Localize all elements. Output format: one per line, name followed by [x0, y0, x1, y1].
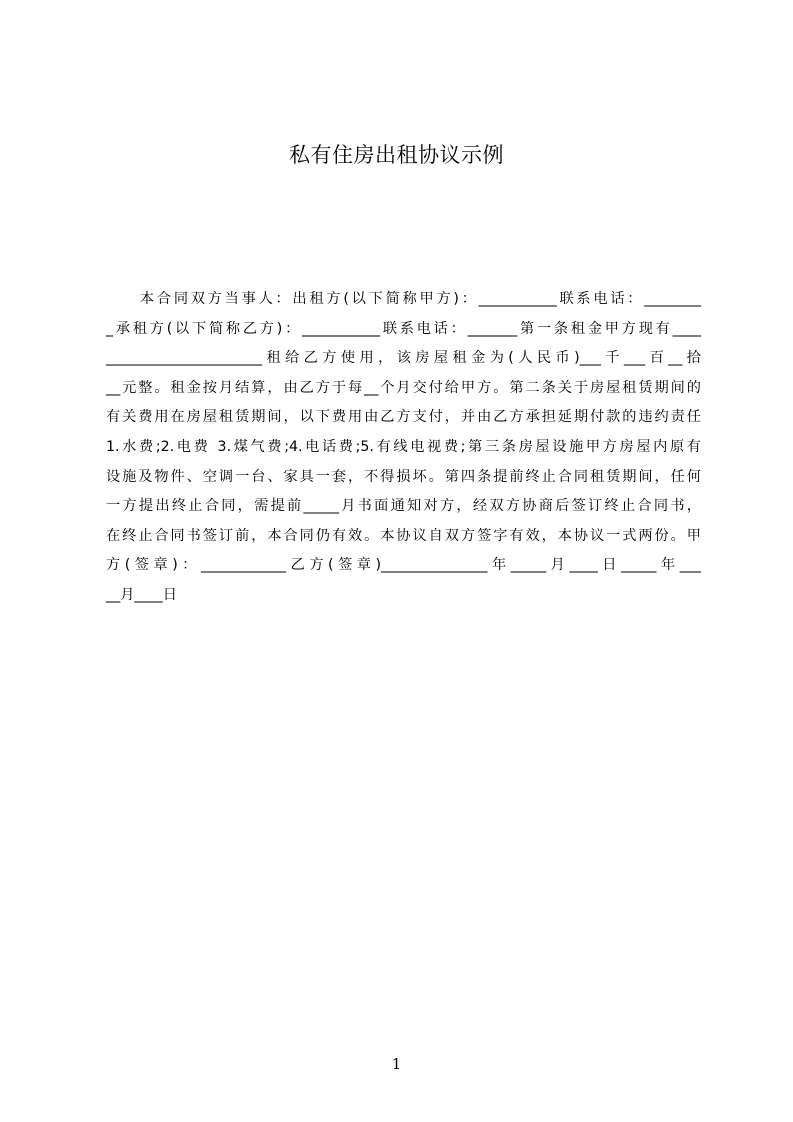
body-line: 设施及物件、空调一台、家具一套，不得损坏。第四条提前终止合同租赁期间，任何: [106, 468, 701, 485]
body-line: 在终止合同书签订前，本合同仍有效。本协议自双方签字有效，本协议一式两份。甲: [106, 527, 701, 544]
body-line: ______________________租给乙方使用，该房屋租金为(人民币)___千___百__拾: [106, 350, 701, 367]
body-line: 一方提出终止合同，需提前_____月书面通知对方，经双方协商后签订终止合同书，: [106, 498, 701, 515]
body-line: 有关费用在房屋租赁期间，以下费用由乙方支付，并由乙方承担延期付款的违约责任: [106, 409, 701, 426]
body-line: __月____日: [106, 586, 177, 603]
document-title: 私有住房出租协议示例: [289, 143, 504, 167]
body-line: 方(签章)：____________乙方(签章)_______________年_____月____日_____年___: [106, 557, 701, 574]
body-line: 本合同双方当事人：出租方(以下简称甲方)：___________联系电话：________: [106, 291, 701, 307]
body-line: __元整。租金按月结算，由乙方于每__个月交付给甲方。第二条关于房屋租赁期间的: [106, 379, 701, 396]
page-number: 1: [391, 1055, 402, 1073]
agreement-body: [106, 285, 701, 611]
body-line: 1.水费;2.电费 3.煤气费;4.电话费;5.有线电视费;第三条房屋设施甲方房屋内原有: [106, 438, 701, 455]
body-line: _承租方(以下简称乙方)：___________联系电话：_______第一条租金甲方现有____: [106, 320, 701, 337]
